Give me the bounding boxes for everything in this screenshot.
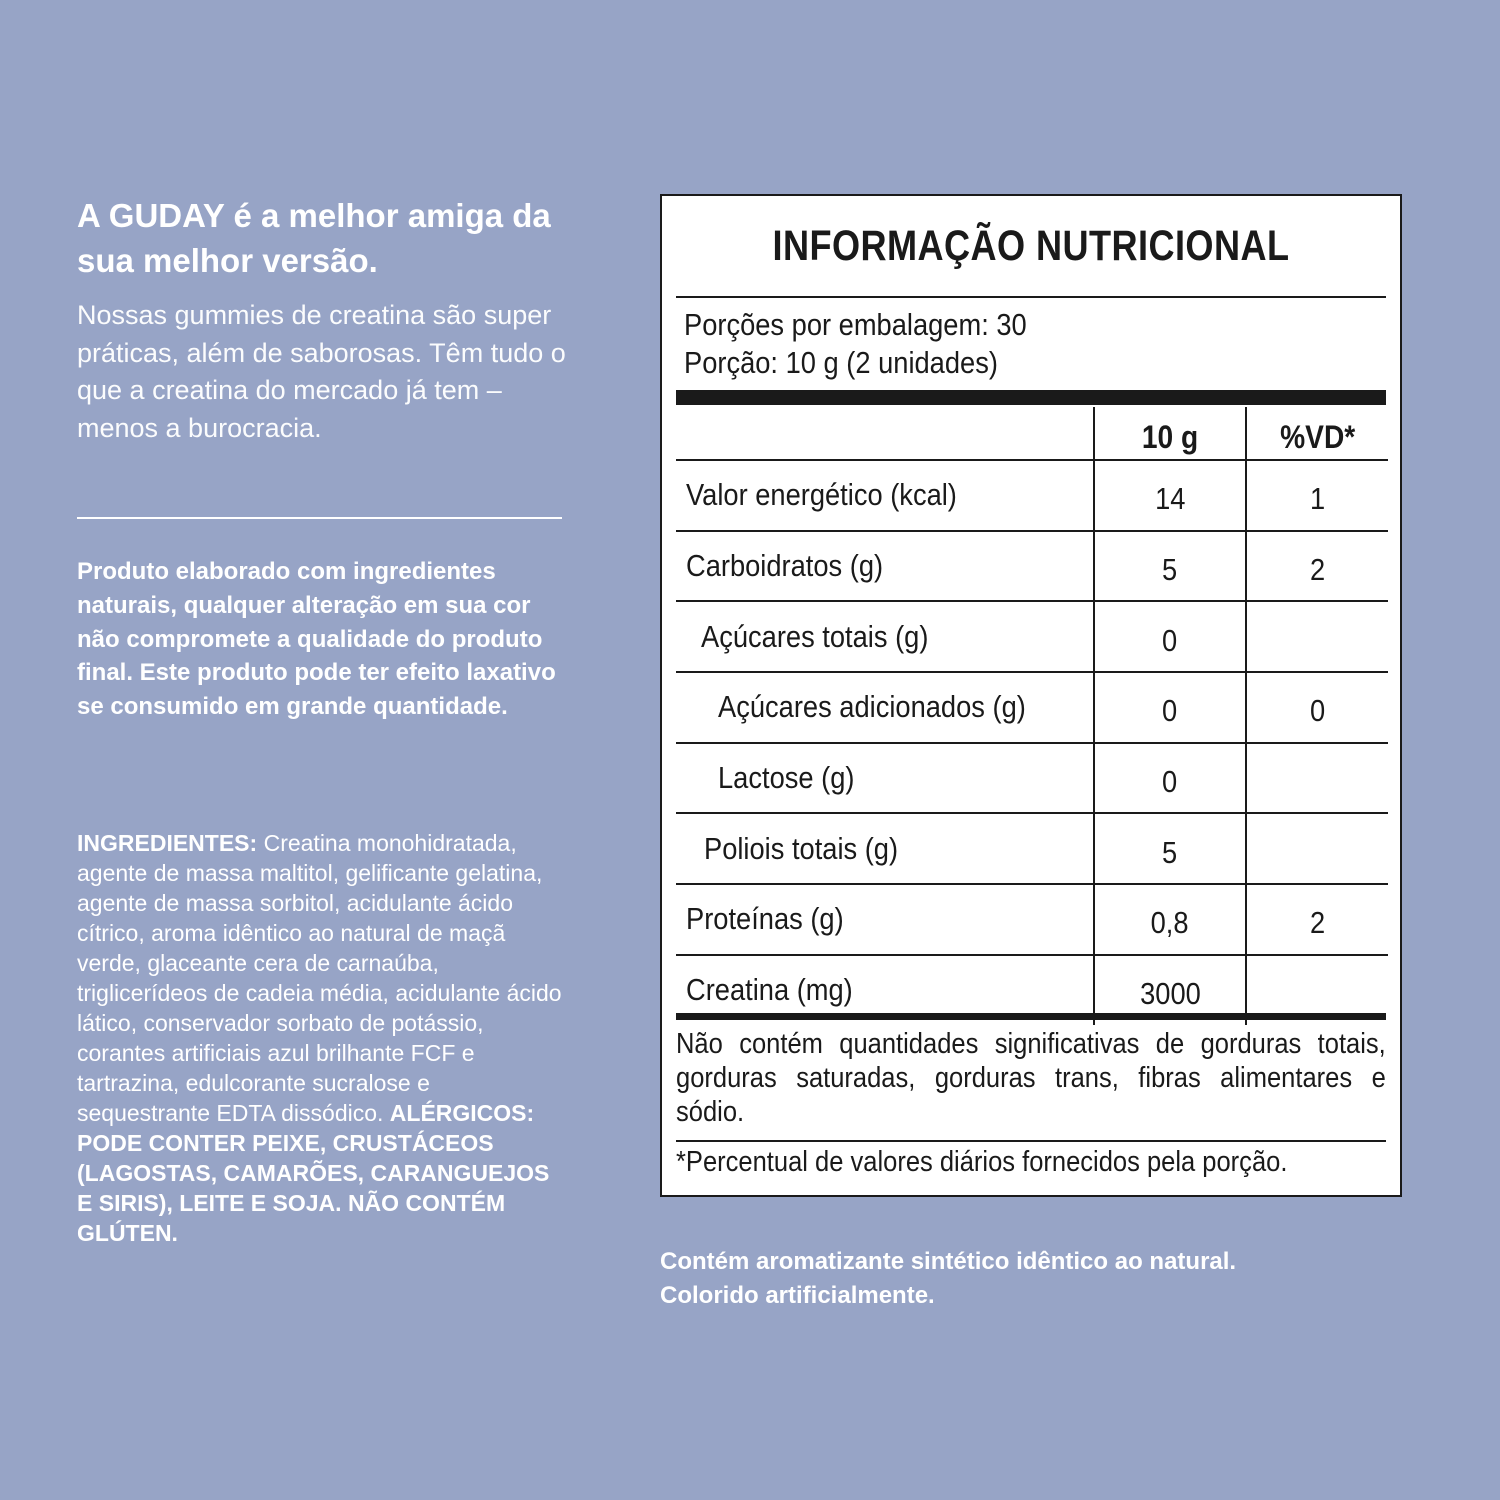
not-contains-note: Não contém quantidades significativas de gorduras totais, gorduras saturadas, gorduras trans, fibras alimentares e sódio. xyxy=(676,1028,1386,1128)
ingredients-block xyxy=(77,828,567,1248)
nutrition-table xyxy=(676,407,1388,1025)
nutrient-amount: 0 xyxy=(1094,601,1246,672)
nutrient-vd xyxy=(1246,601,1388,672)
nutrient-name: Lactose (g) xyxy=(676,743,1094,814)
table-row xyxy=(676,884,1388,955)
nutrient-name: Açúcares adicionados (g) xyxy=(676,672,1094,743)
divider xyxy=(676,296,1386,298)
nutrient-name: Poliois totais (g) xyxy=(676,813,1094,884)
ingredients-label: INGREDIENTES: xyxy=(77,830,258,856)
headline: A GUDAY é a melhor amiga da sua melhor versão. xyxy=(77,197,551,279)
divider xyxy=(676,390,1386,405)
label-title: INFORMAÇÃO NUTRICIONAL xyxy=(772,222,1290,270)
nutrient-amount: 0,8 xyxy=(1094,884,1246,955)
intro-text: Nossas gummies de creatina são super práticas, além de saborosas. Têm tudo o que a creatina do mercado já tem – menos a burocracia. xyxy=(77,300,566,443)
nutrient-vd: 0 xyxy=(1246,672,1388,743)
nutrition-label xyxy=(660,194,1402,1197)
divider xyxy=(676,1140,1386,1142)
nutrient-name: Proteínas (g) xyxy=(676,884,1094,955)
flavoring-note: Contém aromatizante sintético idêntico ao natural. Colorido artificialmente. xyxy=(660,1248,1237,1309)
nutrient-amount: 5 xyxy=(1094,531,1246,602)
product-notice: Produto elaborado com ingredientes naturais, qualquer alteração em sua cor não compromete a qualidade do produto final. Este produto pode ter efeito laxativo se consumido em grande quantidade. xyxy=(77,558,556,721)
nutrient-vd xyxy=(1246,813,1388,884)
table-row xyxy=(676,460,1388,531)
table-row xyxy=(676,601,1388,672)
nutrient-amount: 14 xyxy=(1094,460,1246,531)
table-row xyxy=(676,813,1388,884)
nutrient-amount: 3000 xyxy=(1094,955,1246,1025)
allergens-text: ALÉRGICOS: PODE CONTER PEIXE, CRUSTÁCEOS (LAGOSTAS, CAMARÕES, CARANGUEJOS E SIRIS), LEITE E SOJA. NÃO CONTÉM GLÚTEN. xyxy=(77,1100,550,1246)
divider xyxy=(676,1013,1386,1020)
nutrient-amount: 5 xyxy=(1094,813,1246,884)
nutrient-name: Açúcares totais (g) xyxy=(676,601,1094,672)
nutrient-vd: 1 xyxy=(1246,460,1388,531)
table-row xyxy=(676,672,1388,743)
nutrient-vd: 2 xyxy=(1246,531,1388,602)
table-row xyxy=(676,531,1388,602)
column-header-vd: %VD* xyxy=(1246,407,1388,460)
table-header-row xyxy=(676,407,1388,460)
nutrient-amount: 0 xyxy=(1094,743,1246,814)
nutrient-vd xyxy=(1246,743,1388,814)
portion-size: Porção: 10 g (2 unidades) xyxy=(684,345,998,380)
nutrient-name: Creatina (mg) xyxy=(686,972,853,1008)
nutrient-vd: 2 xyxy=(1246,884,1388,955)
nutrient-name: Carboidratos (g) xyxy=(676,531,1094,602)
nutrient-name: Valor energético (kcal) xyxy=(676,460,1094,531)
column-header-amount: 10 g xyxy=(1094,407,1246,460)
intro-block xyxy=(77,193,567,447)
servings-per-package: Porções por embalagem: 30 xyxy=(684,307,1027,342)
nutrient-amount: 0 xyxy=(1094,672,1246,743)
table-row xyxy=(676,743,1388,814)
vd-footnote: *Percentual de valores diários fornecidos pela porção. xyxy=(676,1146,1288,1178)
portion-info xyxy=(684,306,1027,382)
ingredients-text: Creatina monohidratada, agente de massa maltitol, gelificante gelatina, agente de massa sorbitol, acidulante ácido cítrico, aroma idêntico ao natural de maçã verde, glaceante cera de carnaúba, triglicerídeos de cadeia média, acidulante ácido lático, conservador sorbato de potássio, corantes artificiais azul brilhante FCF e tartrazina, edulcorante sucralose e sequestrante EDTA dissódico. xyxy=(77,830,562,1126)
divider xyxy=(77,517,562,519)
